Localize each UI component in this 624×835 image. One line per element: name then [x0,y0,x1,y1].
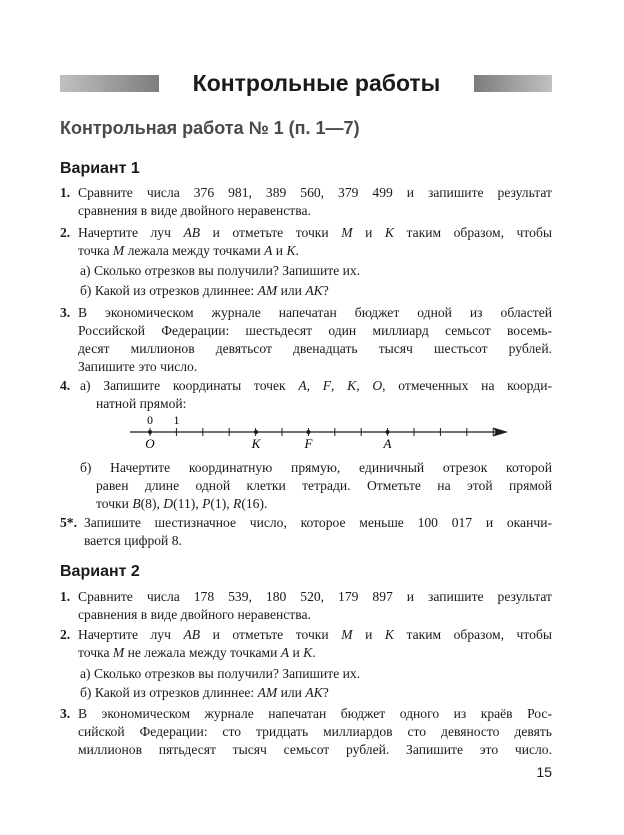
v2-task2-part-a: а) Сколько отрезков вы получили? Запишите их. [80,666,361,681]
point-label-k: K [251,436,261,451]
v1-task4-part-b-line2: равен длине одной клетки тетради. Отметьте на этой прямой [96,478,552,493]
v2-task3-line2: сийской Федерации: сто тридцать миллиардов сто девяносто девять [78,724,552,739]
v2-task3-line1: В экономическом журнале напечатан бюджет одного из краёв Рос- [78,706,552,721]
v1-task1-line2: сравнения в виде двойного неравенства. [78,203,311,218]
v1-task2-part-b: б) Какой из отрезков длиннее: AM или AK? [80,283,329,298]
v2-task2-line2: точка M не лежала между точками A и K. [78,645,316,660]
point-label-a: A [383,436,392,451]
header-bar-right [474,75,552,92]
v2-task1-line1: Сравните числа 178 539, 180 520, 179 897 и запишите результат [78,589,552,604]
v1-task3-line3: десят миллионов девятьсот двенадцать тысяч шестьсот рублей. [78,341,552,356]
section-title: Контрольные работы [192,70,441,96]
v1-task1-line1: Сравните числа 376 981, 389 560, 379 499 и запишите результат [78,185,552,200]
v1-task2-line2: точка M лежала между точками A и K. [78,243,299,258]
v1-task3-line4: Запишите это число. [78,359,198,374]
tick-label-1: 1 [173,413,180,427]
v2-task2-part-b: б) Какой из отрезков длиннее: AM или AK? [80,685,329,700]
v1-task4-part-b-line1: б) Начертите координатную прямую, единичный отрезок которой [80,460,552,475]
point-a-dot [386,430,390,434]
v2-task2-line1: Начертите луч AB и отметьте точки M и K таким образом, чтобы [78,627,552,642]
v2-task3-number: 3. [60,706,71,721]
section-header [60,66,552,100]
v2-task1-number: 1. [60,589,71,604]
variant-2-title: Вариант 2 [60,563,140,580]
point-label-o: O [145,436,155,451]
v1-task3-number: 3. [60,305,71,320]
v1-task1-number: 1. [60,185,71,200]
v1-task5-line2: вается цифрой 8. [84,533,182,548]
v1-task5-number: 5*. [60,515,77,530]
point-o-dot [148,430,152,434]
v1-task4-part-b-line3: точки B(8), D(11), P(1), R(16). [96,496,268,511]
v1-task3-line1: В экономическом журнале напечатан бюджет одной из областей [78,305,552,320]
v2-task1-line2: сравнения в виде двойного неравенства. [78,607,311,622]
point-f-dot [307,430,311,434]
v1-task4-part-a-line2: натной прямой: [96,396,187,411]
coordinate-line [128,410,518,454]
point-k-dot [254,430,258,434]
v2-task2-number: 2. [60,627,71,642]
v1-task2-number: 2. [60,225,71,240]
page-number: 15 [536,764,552,780]
point-label-f: F [304,436,313,451]
tick-label-0: 0 [147,413,153,427]
v1-task2-line1: Начертите луч AB и отметьте точки M и K таким образом, чтобы [78,225,552,240]
v1-task2-part-a: а) Сколько отрезков вы получили? Запишите их. [80,263,361,278]
v1-task3-line2: Российской Федерации: шестьдесят один миллиард семьсот восемь- [78,323,552,338]
header-bar-left [60,75,159,92]
variant-1-title: Вариант 1 [60,160,140,177]
work-title: Контрольная работа № 1 (п. 1—7) [60,118,360,138]
v1-task5-line1: Запишите шестизначное число, которое меньше 100 017 и оканчи- [84,515,552,530]
v1-task4-number: 4. [60,378,71,393]
v1-task4-part-a-line1: а) Запишите координаты точек A, F, K, O, отмеченных на коорди- [80,378,553,393]
v2-task3-line3: миллионов пятьдесят тысяч семьсот рублей. Запишите это число. [78,742,552,757]
